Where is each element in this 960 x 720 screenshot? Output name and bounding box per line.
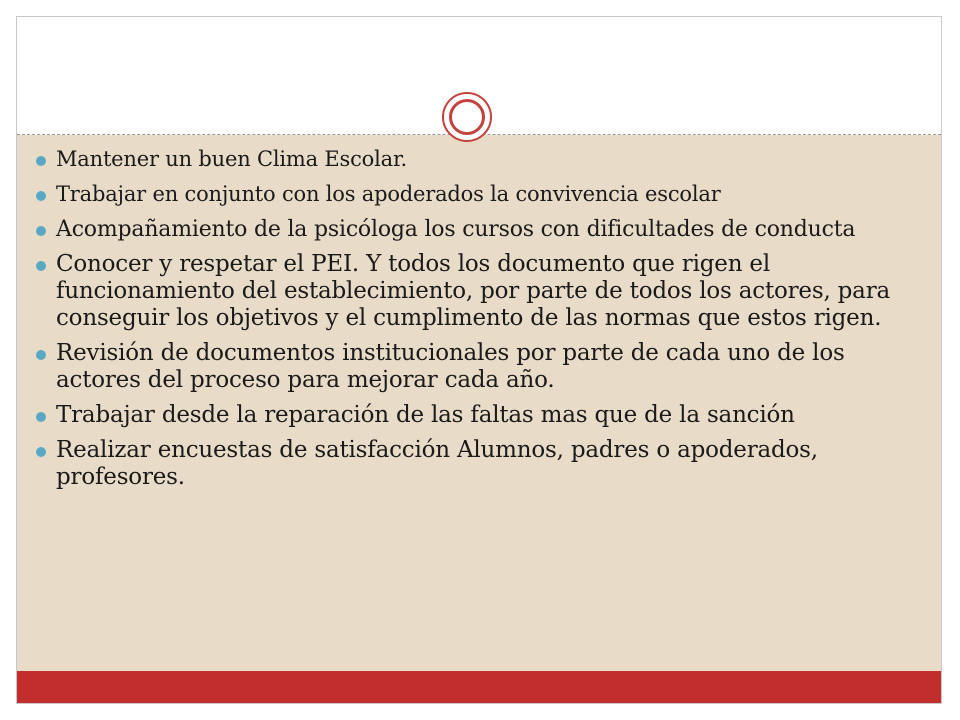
circle-emblem-inner bbox=[449, 99, 485, 135]
bullet-dot-icon bbox=[36, 261, 46, 271]
bullet-text: Trabajar en conjunto con los apoderados la convivencia escolar bbox=[56, 182, 721, 206]
list-item bbox=[32, 340, 898, 394]
bullet-text: Acompañamiento de la psicóloga los cursos con dificultades de conducta bbox=[56, 217, 856, 242]
bullet-dot-icon bbox=[36, 156, 46, 166]
bullet-dot-icon bbox=[36, 447, 46, 457]
circle-emblem-icon bbox=[442, 92, 492, 142]
bullet-list bbox=[32, 146, 898, 499]
bullet-text: Conocer y respetar el PEI. Y todos los documento que rigen el funcionamiento del establecimiento, por parte de todos los actores, para conseguir los objetivos y el cumplimento de las normas que estos rigen. bbox=[56, 251, 891, 331]
list-item bbox=[32, 402, 898, 429]
bullet-text: Revisión de documentos institucionales por parte de cada uno de los actores del proceso para mejorar cada año. bbox=[56, 340, 845, 393]
bullet-text: Realizar encuestas de satisfacción Alumnos, padres o apoderados, profesores. bbox=[56, 437, 818, 490]
list-item bbox=[32, 437, 898, 491]
list-item bbox=[32, 181, 898, 208]
bullet-dot-icon bbox=[36, 350, 46, 360]
bullet-dot-icon bbox=[36, 226, 46, 236]
footer-bar bbox=[17, 671, 941, 704]
list-item bbox=[32, 251, 898, 332]
bullet-text: Trabajar desde la reparación de las faltas mas que de la sanción bbox=[56, 402, 795, 428]
bullet-dot-icon bbox=[36, 412, 46, 422]
bullet-text: Mantener un buen Clima Escolar. bbox=[56, 147, 407, 171]
list-item bbox=[32, 216, 898, 243]
list-item bbox=[32, 146, 898, 173]
bullet-dot-icon bbox=[36, 191, 46, 201]
